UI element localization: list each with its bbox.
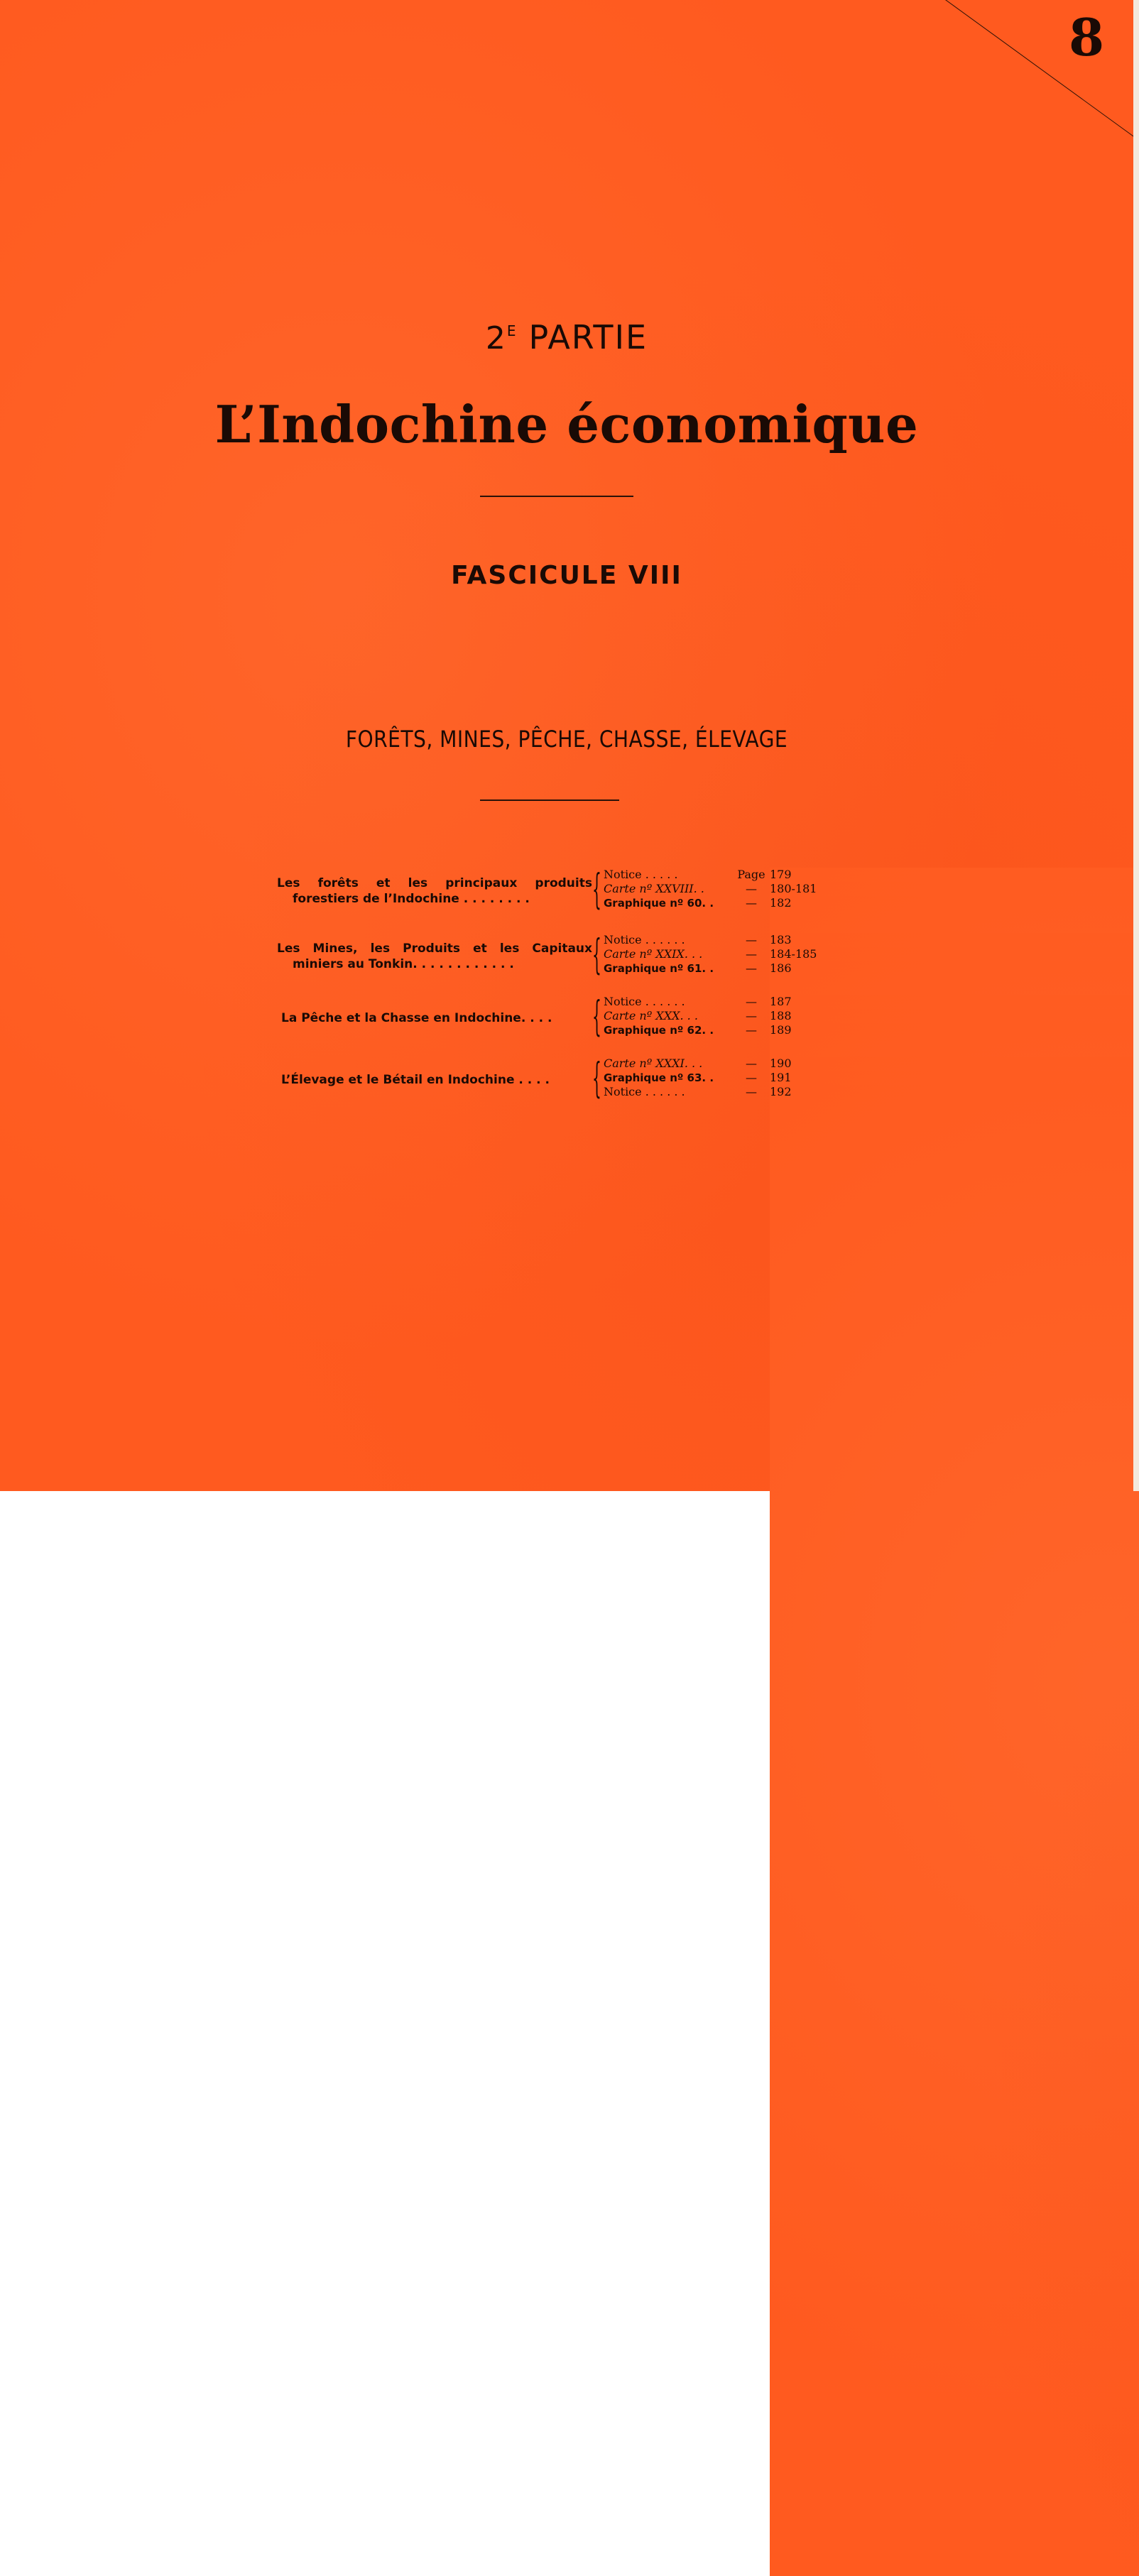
part-ordinal-suffix: E [506, 322, 518, 339]
toc-subentry [604, 947, 845, 961]
toc-subentry-kind: Graphique nº 60. . [604, 897, 714, 910]
toc-subentry-ref: — [746, 933, 757, 946]
brace-glyph: { [592, 865, 601, 913]
toc-subentry [604, 868, 845, 882]
toc-subentry-ref: — [746, 882, 757, 895]
toc-entry [277, 930, 845, 983]
toc-entry-title-line: Les Mines, les Produits et les Capitaux [277, 942, 592, 956]
toc-subentry [604, 1009, 845, 1023]
toc-subentry-kind: Carte nº XXIX. . . [604, 947, 703, 961]
toc-subentry-ref: — [746, 1057, 757, 1070]
page-title: L’Indochine économique [214, 394, 919, 454]
toc-subentry-kind: Carte nº XXXI. . . [604, 1057, 703, 1070]
toc-subentry [604, 995, 845, 1009]
toc-entry-title [277, 933, 592, 980]
page-number: 8 [1068, 7, 1105, 67]
toc-entry-title-line: forestiers de l’Indochine . . . . . . . . [293, 892, 530, 906]
toc-subentry-page: 179 [770, 868, 1139, 2359]
toc-subentry-kind: Notice . . . . . . [604, 995, 685, 1008]
toc-subentry-page: 188 [770, 1009, 1139, 2500]
toc-entry [277, 1054, 845, 1106]
toc-subentry-kind: Notice . . . . . . [604, 1085, 685, 1098]
toc-subentry-ref: — [746, 1023, 757, 1037]
brace-glyph: { [592, 1054, 601, 1102]
part-ordinal: 2 [485, 320, 507, 356]
toc-subentry-page: 189 [770, 1023, 1139, 2514]
divider-rule [480, 496, 633, 497]
toc-subentry-page: 192 [770, 1085, 1139, 2576]
toc-subentry-kind: Notice . . . . . . [604, 933, 685, 946]
section-subtitle: FORÊTS, MINES, PÊCHE, CHASSE, ÉLEVAGE [345, 726, 788, 753]
toc-subentry-ref: — [746, 1071, 757, 1084]
toc-subentry-kind: Carte nº XXX. . . [604, 1009, 698, 1022]
toc-subentry [604, 1071, 845, 1085]
toc-entry-title [277, 995, 592, 1042]
toc-subentry-page: 186 [770, 961, 1139, 2452]
toc-entry [277, 992, 845, 1044]
toc-subentry-page: 190 [770, 1057, 1139, 2548]
toc-subentry-ref: — [746, 1009, 757, 1022]
toc-subentry [604, 882, 845, 896]
paper-edge [1133, 0, 1139, 1491]
toc-subentry [604, 961, 845, 976]
toc-subentry-ref: — [746, 961, 757, 975]
toc-subentry-page: 184-185 [770, 947, 1139, 2438]
toc-subentry-kind: Graphique nº 61. . [604, 962, 714, 975]
brace-glyph: { [592, 930, 601, 978]
toc-subentry-ref: — [746, 896, 757, 910]
brace-glyph: { [592, 992, 601, 1040]
toc-subentry-ref: Page [737, 868, 765, 881]
toc-subentry-page: 191 [770, 1071, 1139, 2562]
toc-subentry-kind: Graphique nº 62. . [604, 1024, 714, 1037]
toc-entry [277, 865, 845, 917]
toc-subentry-page: 183 [770, 933, 1139, 2424]
toc-entry-title-line: Les forêts et les principaux produits [277, 876, 592, 890]
toc-subentry [604, 896, 845, 910]
toc-subentries [604, 868, 845, 910]
toc-entry-title-line: La Pêche et la Chasse en Indochine. . . . [281, 1011, 552, 1025]
toc-subentry-page: 187 [770, 995, 1139, 2486]
fascicule-label: FASCICULE VIII [451, 561, 682, 590]
toc-subentry [604, 1057, 845, 1071]
toc-entry-title [277, 868, 592, 915]
toc-subentry-kind: Graphique nº 63. . [604, 1071, 714, 1084]
part-label: PARTIE [528, 318, 648, 356]
toc-subentry-page: 182 [770, 896, 1139, 2387]
toc-subentry [604, 1085, 845, 1099]
toc-subentry-ref: — [746, 947, 757, 961]
toc-subentry [604, 933, 845, 947]
toc-subentry-page: 180-181 [770, 882, 1139, 2373]
toc-subentry-kind: Carte nº XXVIII. . [604, 882, 704, 895]
toc-entry-title [277, 1057, 592, 1103]
toc-subentry-ref: — [746, 995, 757, 1008]
toc-subentries [604, 1057, 845, 1099]
divider-rule [480, 799, 619, 801]
toc-entry-title-line: L’Élevage et le Bétail en Indochine . . . . [281, 1073, 550, 1087]
toc-subentry-ref: — [746, 1085, 757, 1098]
toc-subentries [604, 933, 845, 976]
toc-entry-title-line: miniers au Tonkin. . . . . . . . . . . . [293, 957, 514, 971]
toc-subentry [604, 1023, 845, 1037]
toc-subentry-kind: Notice . . . . . [604, 868, 678, 881]
toc-subentries [604, 995, 845, 1037]
part-heading [0, 318, 1133, 356]
